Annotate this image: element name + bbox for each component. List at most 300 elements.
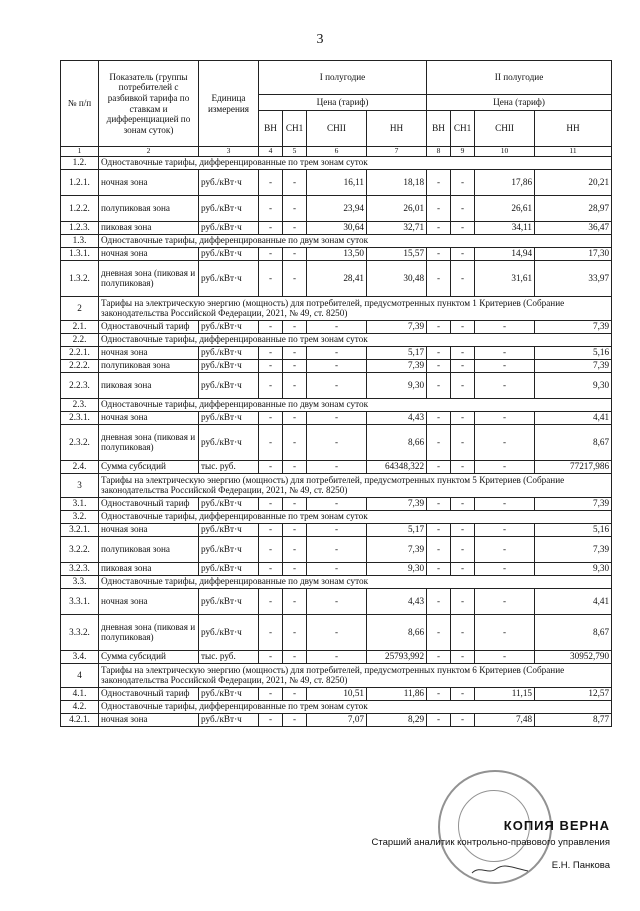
tariff-value: - — [259, 372, 283, 398]
row-unit: руб./кВт·ч — [199, 424, 259, 460]
header-level-sn1-2: СН1 — [451, 111, 475, 147]
header-level-sn1-1: СН1 — [283, 111, 307, 147]
row-indicator: пиковая зона — [99, 372, 199, 398]
tariff-value: - — [451, 346, 475, 359]
row-number: 2.2.3. — [61, 372, 99, 398]
table-row — [61, 460, 612, 473]
tariff-value: - — [307, 536, 367, 562]
tariff-value: - — [259, 713, 283, 726]
tariff-value: - — [283, 614, 307, 650]
tariff-value: - — [475, 460, 535, 473]
row-number: 2.2.2. — [61, 359, 99, 372]
row-number: 1.2. — [61, 156, 99, 169]
tariff-value: - — [451, 359, 475, 372]
tariff-value: 7,39 — [535, 359, 612, 372]
tariff-value: - — [283, 260, 307, 296]
row-number: 3.2. — [61, 510, 99, 523]
section-title: Одноставочные тарифы, дифференцированные по двум зонам суток — [99, 575, 612, 588]
tariff-value: 7,39 — [367, 320, 427, 333]
row-number: 4.1. — [61, 687, 99, 700]
tariff-value: 4,43 — [367, 588, 427, 614]
tariff-value: - — [427, 523, 451, 536]
header-level-nn-2: НН — [535, 111, 612, 147]
section-row — [61, 700, 612, 713]
row-number: 3 — [61, 473, 99, 497]
table-row — [61, 497, 612, 510]
tariff-value: - — [283, 221, 307, 234]
tariff-value: - — [427, 346, 451, 359]
header-half-2: II полугодие — [427, 61, 612, 95]
row-indicator: пиковая зона — [99, 562, 199, 575]
row-indicator: ночная зона — [99, 247, 199, 260]
tariff-value: - — [451, 424, 475, 460]
row-unit: руб./кВт·ч — [199, 359, 259, 372]
tariff-value: - — [475, 588, 535, 614]
column-numbers-row — [61, 147, 612, 157]
tariff-value: - — [307, 320, 367, 333]
table-header — [61, 61, 612, 157]
table-row — [61, 195, 612, 221]
section-row — [61, 510, 612, 523]
tariff-value: 14,94 — [475, 247, 535, 260]
tariff-value: - — [283, 650, 307, 663]
header-half-1: I полугодие — [259, 61, 427, 95]
section-title: Тарифы на электрическую энергию (мощность) для потребителей, предусмотренных пунктом 6 Критериев (Собрание законодательства Российской Федерации, 2021, № 49, ст. 8250) — [99, 663, 612, 687]
tariff-value: 11,86 — [367, 687, 427, 700]
tariff-value: - — [427, 687, 451, 700]
column-number: 3 — [199, 147, 259, 157]
tariff-value: - — [307, 523, 367, 536]
tariff-value: - — [427, 320, 451, 333]
row-indicator: ночная зона — [99, 588, 199, 614]
row-indicator: Одноставочный тариф — [99, 497, 199, 510]
tariff-value: - — [451, 372, 475, 398]
tariff-value: - — [427, 650, 451, 663]
tariff-value: - — [259, 424, 283, 460]
signature-scribble — [470, 865, 530, 875]
signer-name: Е.Н. Панкова — [551, 860, 610, 871]
tariff-value: 32,71 — [367, 221, 427, 234]
tariff-value: - — [283, 424, 307, 460]
tariff-value: 4,41 — [535, 411, 612, 424]
tariff-value: 9,30 — [535, 372, 612, 398]
row-unit: тыс. руб. — [199, 460, 259, 473]
row-unit: руб./кВт·ч — [199, 562, 259, 575]
tariff-value: 33,97 — [535, 260, 612, 296]
tariff-value: 17,86 — [475, 169, 535, 195]
tariff-value: - — [427, 260, 451, 296]
tariff-value: 10,51 — [307, 687, 367, 700]
row-indicator: Одноставочный тариф — [99, 687, 199, 700]
tariff-value: - — [259, 346, 283, 359]
tariff-value: - — [283, 687, 307, 700]
tariff-value: 26,01 — [367, 195, 427, 221]
header-level-sn2-1: СНII — [307, 111, 367, 147]
tariff-value: 7,39 — [367, 497, 427, 510]
tariff-value: - — [475, 424, 535, 460]
column-number: 2 — [99, 147, 199, 157]
table-row — [61, 320, 612, 333]
tariff-value: - — [283, 346, 307, 359]
table-row — [61, 687, 612, 700]
section-row — [61, 234, 612, 247]
tariff-value: - — [307, 650, 367, 663]
tariff-value: 20,21 — [535, 169, 612, 195]
tariff-value: - — [451, 687, 475, 700]
column-number: 5 — [283, 147, 307, 157]
header-unit: Единица измерения — [199, 61, 259, 147]
section-row — [61, 473, 612, 497]
tariff-value: 13,50 — [307, 247, 367, 260]
tariff-value: 64348,322 — [367, 460, 427, 473]
row-unit: руб./кВт·ч — [199, 523, 259, 536]
tariff-value: - — [451, 523, 475, 536]
tariff-value: - — [451, 562, 475, 575]
tariff-value: - — [259, 247, 283, 260]
row-unit: руб./кВт·ч — [199, 713, 259, 726]
tariff-value: - — [427, 372, 451, 398]
row-number: 1.3.2. — [61, 260, 99, 296]
tariff-value: - — [427, 460, 451, 473]
tariff-value: - — [427, 536, 451, 562]
row-indicator: полупиковая зона — [99, 195, 199, 221]
tariff-value: - — [427, 169, 451, 195]
tariff-value: - — [451, 411, 475, 424]
table-row — [61, 247, 612, 260]
column-number: 1 — [61, 147, 99, 157]
tariff-value: 77217,986 — [535, 460, 612, 473]
certification-block — [371, 818, 610, 871]
page-number: 3 — [316, 32, 324, 47]
tariff-value: - — [259, 221, 283, 234]
tariff-value: - — [283, 562, 307, 575]
tariff-value: - — [307, 359, 367, 372]
row-indicator: дневная зона (пиковая и полупиковая) — [99, 424, 199, 460]
tariff-value: 9,30 — [367, 562, 427, 575]
tariff-value: 8,29 — [367, 713, 427, 726]
tariff-value: - — [427, 247, 451, 260]
tariff-value: - — [427, 562, 451, 575]
row-unit: руб./кВт·ч — [199, 346, 259, 359]
copy-certified-title: КОПИЯ ВЕРНА — [503, 818, 610, 833]
row-indicator: Одноставочный тариф — [99, 320, 199, 333]
table-row — [61, 372, 612, 398]
tariff-value: 7,48 — [475, 713, 535, 726]
row-number: 3.3.1. — [61, 588, 99, 614]
tariff-value: 26,61 — [475, 195, 535, 221]
column-number: 9 — [451, 147, 475, 157]
tariff-value: - — [283, 497, 307, 510]
tariff-value: 23,94 — [307, 195, 367, 221]
row-number: 3.2.2. — [61, 536, 99, 562]
tariff-value: 8,66 — [367, 614, 427, 650]
row-indicator: ночная зона — [99, 713, 199, 726]
tariff-value: 15,57 — [367, 247, 427, 260]
table-row — [61, 169, 612, 195]
tariff-value: - — [259, 411, 283, 424]
tariff-value: - — [307, 372, 367, 398]
column-number: 4 — [259, 147, 283, 157]
tariff-value: - — [451, 536, 475, 562]
tariff-value: - — [283, 523, 307, 536]
table-row — [61, 346, 612, 359]
section-title: Одноставочные тарифы, дифференцированные по трем зонам суток — [99, 510, 612, 523]
row-number: 3.2.1. — [61, 523, 99, 536]
tariff-value: - — [259, 614, 283, 650]
tariff-value: - — [283, 460, 307, 473]
row-number: 2.3. — [61, 398, 99, 411]
tariff-value: 36,47 — [535, 221, 612, 234]
tariff-value: 8,67 — [535, 424, 612, 460]
row-unit: руб./кВт·ч — [199, 411, 259, 424]
tariff-value: - — [307, 346, 367, 359]
tariff-value: - — [259, 562, 283, 575]
section-row — [61, 333, 612, 346]
tariff-value: - — [475, 372, 535, 398]
tariff-value: - — [427, 195, 451, 221]
tariff-value: - — [307, 460, 367, 473]
tariff-value: 9,30 — [367, 372, 427, 398]
row-indicator: полупиковая зона — [99, 536, 199, 562]
row-number: 3.4. — [61, 650, 99, 663]
section-title: Тарифы на электрическую энергию (мощность) для потребителей, предусмотренных пунктом 5 Критериев (Собрание законодательства Российской Федерации, 2021, № 49, ст. 8250) — [99, 473, 612, 497]
tariff-value: - — [475, 523, 535, 536]
table-row — [61, 562, 612, 575]
tariff-value: - — [259, 460, 283, 473]
table-row — [61, 614, 612, 650]
tariff-value: - — [259, 359, 283, 372]
row-number: 2.4. — [61, 460, 99, 473]
table-row — [61, 650, 612, 663]
tariff-value: - — [475, 346, 535, 359]
row-unit: руб./кВт·ч — [199, 260, 259, 296]
section-title: Одноставочные тарифы, дифференцированные по двум зонам суток — [99, 234, 612, 247]
row-number: 3.3. — [61, 575, 99, 588]
tariff-value: - — [259, 497, 283, 510]
row-number: 4 — [61, 663, 99, 687]
tariff-value: - — [451, 221, 475, 234]
row-unit: руб./кВт·ч — [199, 169, 259, 195]
tariff-value: - — [475, 497, 535, 510]
row-indicator: Сумма субсидий — [99, 460, 199, 473]
row-number: 2.2. — [61, 333, 99, 346]
row-number: 3.3.2. — [61, 614, 99, 650]
tariff-value: - — [451, 260, 475, 296]
column-number: 10 — [475, 147, 535, 157]
row-unit: руб./кВт·ч — [199, 588, 259, 614]
section-row — [61, 663, 612, 687]
column-number: 7 — [367, 147, 427, 157]
tariff-value: 8,67 — [535, 614, 612, 650]
row-indicator: ночная зона — [99, 346, 199, 359]
tariff-value: - — [283, 320, 307, 333]
row-unit: руб./кВт·ч — [199, 320, 259, 333]
tariff-value: - — [283, 411, 307, 424]
tariff-value: - — [427, 497, 451, 510]
tariff-value: - — [307, 562, 367, 575]
tariff-value: 34,11 — [475, 221, 535, 234]
tariff-value: - — [475, 411, 535, 424]
tariff-value: - — [475, 320, 535, 333]
row-number: 1.2.3. — [61, 221, 99, 234]
row-number: 1.3.1. — [61, 247, 99, 260]
table-row — [61, 359, 612, 372]
tariff-value: - — [427, 614, 451, 650]
tariff-value: - — [451, 247, 475, 260]
table-row — [61, 260, 612, 296]
tariff-value: - — [283, 713, 307, 726]
row-indicator: пиковая зона — [99, 221, 199, 234]
table-row — [61, 424, 612, 460]
section-title: Одноставочные тарифы, дифференцированные по трем зонам суток — [99, 333, 612, 346]
row-indicator: ночная зона — [99, 411, 199, 424]
row-unit: руб./кВт·ч — [199, 372, 259, 398]
tariff-value: 30,64 — [307, 221, 367, 234]
tariff-value: - — [427, 411, 451, 424]
tariff-value: - — [259, 687, 283, 700]
tariff-value: - — [427, 588, 451, 614]
row-number: 4.2. — [61, 700, 99, 713]
tariff-value: - — [259, 320, 283, 333]
header-num: № п/п — [61, 61, 99, 147]
tariff-value: 12,57 — [535, 687, 612, 700]
section-row — [61, 575, 612, 588]
tariff-value: 17,30 — [535, 247, 612, 260]
table-body — [61, 156, 612, 726]
tariff-value: 25793,992 — [367, 650, 427, 663]
tariff-value: 5,16 — [535, 523, 612, 536]
tariff-value: 5,17 — [367, 346, 427, 359]
section-row — [61, 156, 612, 169]
tariff-value: - — [451, 713, 475, 726]
tariff-value: - — [259, 260, 283, 296]
header-price-2: Цена (тариф) — [427, 95, 612, 111]
table-row — [61, 523, 612, 536]
tariff-value: 7,39 — [367, 359, 427, 372]
row-unit: руб./кВт·ч — [199, 536, 259, 562]
tariff-value: - — [427, 713, 451, 726]
tariff-value: - — [259, 523, 283, 536]
row-unit: руб./кВт·ч — [199, 687, 259, 700]
tariff-value: - — [283, 372, 307, 398]
tariff-value: - — [451, 169, 475, 195]
tariff-value: 31,61 — [475, 260, 535, 296]
tariff-value: 11,15 — [475, 687, 535, 700]
tariff-value: - — [259, 169, 283, 195]
row-number: 1.3. — [61, 234, 99, 247]
table-row — [61, 536, 612, 562]
row-unit: руб./кВт·ч — [199, 195, 259, 221]
row-number: 2.3.1. — [61, 411, 99, 424]
header-level-nn-1: НН — [367, 111, 427, 147]
table-row — [61, 588, 612, 614]
tariff-value: - — [283, 195, 307, 221]
row-indicator: ночная зона — [99, 169, 199, 195]
tariff-value: - — [451, 195, 475, 221]
tariff-value: 28,41 — [307, 260, 367, 296]
tariff-value: - — [307, 497, 367, 510]
tariff-value: - — [283, 169, 307, 195]
tariff-value: 18,18 — [367, 169, 427, 195]
tariff-value: 4,41 — [535, 588, 612, 614]
tariff-value: - — [475, 536, 535, 562]
row-unit: тыс. руб. — [199, 650, 259, 663]
header-price-1: Цена (тариф) — [259, 95, 427, 111]
tariff-value: 7,07 — [307, 713, 367, 726]
tariff-value: - — [259, 588, 283, 614]
row-indicator: дневная зона (пиковая и полупиковая) — [99, 260, 199, 296]
signer-position: Старший аналитик контрольно-правового управления — [371, 837, 610, 848]
tariff-value: - — [475, 562, 535, 575]
tariff-table — [60, 60, 612, 727]
tariff-value: - — [259, 195, 283, 221]
row-unit: руб./кВт·ч — [199, 497, 259, 510]
tariff-value: - — [475, 359, 535, 372]
row-number: 1.2.1. — [61, 169, 99, 195]
tariff-value: 9,30 — [535, 562, 612, 575]
tariff-value: - — [307, 424, 367, 460]
tariff-value: - — [427, 424, 451, 460]
header-level-vn-1: ВН — [259, 111, 283, 147]
tariff-value: - — [451, 614, 475, 650]
tariff-value: 4,43 — [367, 411, 427, 424]
row-indicator: ночная зона — [99, 523, 199, 536]
tariff-value: - — [451, 460, 475, 473]
row-indicator: дневная зона (пиковая и полупиковая) — [99, 614, 199, 650]
tariff-value: 7,39 — [535, 497, 612, 510]
row-indicator: Сумма субсидий — [99, 650, 199, 663]
row-number: 4.2.1. — [61, 713, 99, 726]
tariff-value: - — [307, 614, 367, 650]
tariff-value: - — [283, 536, 307, 562]
column-number: 11 — [535, 147, 612, 157]
section-title: Тарифы на электрическую энергию (мощность) для потребителей, предусмотренных пунктом 1 Критериев (Собрание законодательства Российской Федерации, 2021, № 49, ст. 8250) — [99, 296, 612, 320]
header-level-sn2-2: СНII — [475, 111, 535, 147]
tariff-value: - — [283, 359, 307, 372]
row-number: 2 — [61, 296, 99, 320]
row-unit: руб./кВт·ч — [199, 221, 259, 234]
tariff-value: 30952,790 — [535, 650, 612, 663]
row-unit: руб./кВт·ч — [199, 614, 259, 650]
tariff-value: - — [307, 411, 367, 424]
row-number: 2.2.1. — [61, 346, 99, 359]
section-title: Одноставочные тарифы, дифференцированные по трем зонам суток — [99, 156, 612, 169]
header-indicator: Показатель (группы потребителей с разбивкой тарифа по ставкам и дифференциацией по зонам суток) — [99, 61, 199, 147]
section-title: Одноставочные тарифы, дифференцированные по трем зонам суток — [99, 700, 612, 713]
section-row — [61, 296, 612, 320]
tariff-value: - — [283, 588, 307, 614]
section-title: Одноставочные тарифы, дифференцированные по двум зонам суток — [99, 398, 612, 411]
row-number: 1.2.2. — [61, 195, 99, 221]
column-number: 6 — [307, 147, 367, 157]
tariff-value: 5,16 — [535, 346, 612, 359]
tariff-value: - — [451, 320, 475, 333]
tariff-value: 28,97 — [535, 195, 612, 221]
tariff-value: - — [283, 247, 307, 260]
header-level-vn-2: ВН — [427, 111, 451, 147]
tariff-value: 30,48 — [367, 260, 427, 296]
tariff-value: 8,66 — [367, 424, 427, 460]
table-row — [61, 411, 612, 424]
tariff-value: 8,77 — [535, 713, 612, 726]
tariff-value: 7,39 — [367, 536, 427, 562]
tariff-value: - — [475, 650, 535, 663]
tariff-value: - — [259, 650, 283, 663]
table-row — [61, 713, 612, 726]
tariff-value: - — [475, 614, 535, 650]
column-number: 8 — [427, 147, 451, 157]
row-indicator: полупиковая зона — [99, 359, 199, 372]
